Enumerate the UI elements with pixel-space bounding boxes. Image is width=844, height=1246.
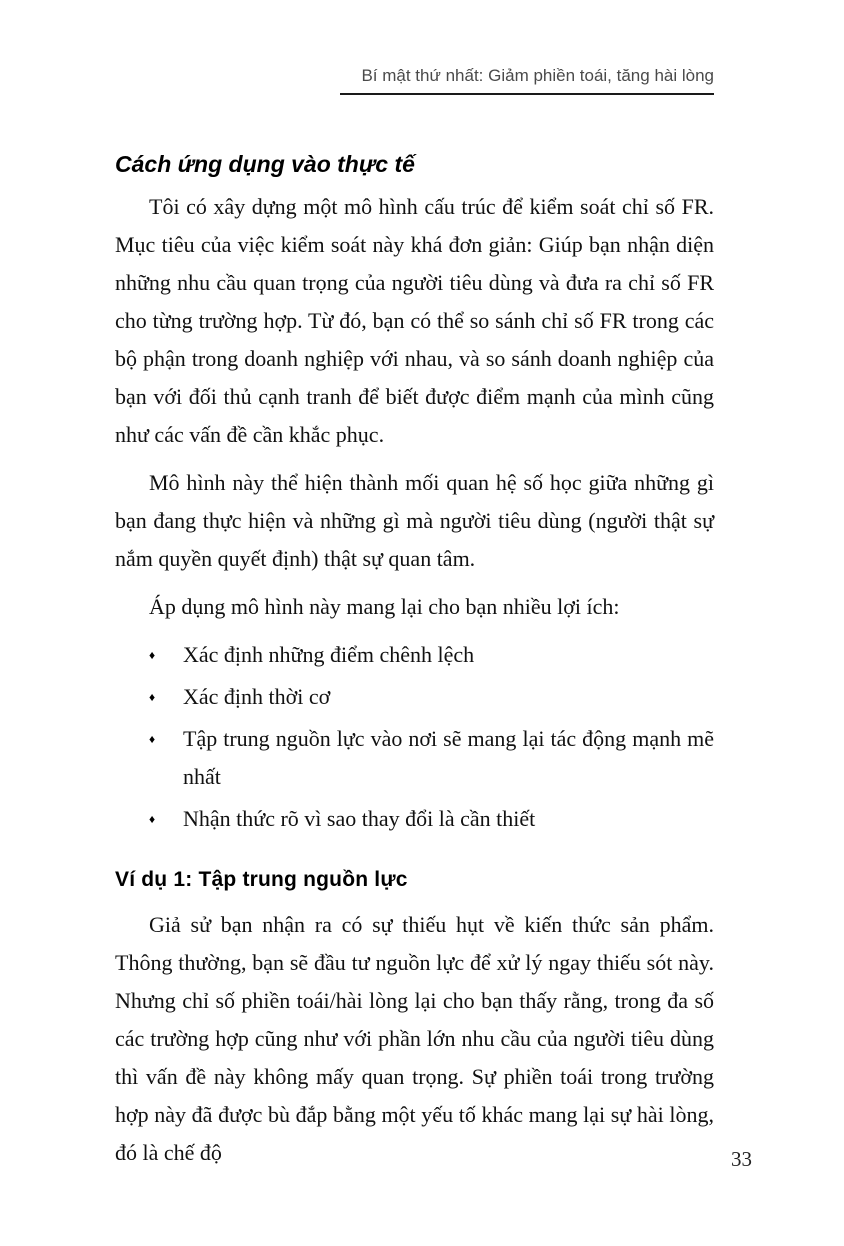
page-number: 33 <box>731 1147 752 1171</box>
list-item-text: Nhận thức rõ vì sao thay đổi là cần thiết <box>183 806 536 831</box>
diamond-bullet-icon: ♦ <box>149 732 156 746</box>
list-item <box>115 720 714 796</box>
running-header <box>115 66 714 95</box>
bullet-list <box>115 636 714 838</box>
paragraph: Tôi có xây dựng một mô hình cấu trúc để kiểm soát chỉ số FR. Mục tiêu của việc kiểm soát này khá đơn giản: Giúp bạn nhận diện những nhu cầu quan trọng của người tiêu dùng và đưa ra chỉ số FR cho từng trường hợp. Từ đó, bạn có thể so sánh chỉ số FR trong các bộ phận trong doanh nghiệp với nhau, và so sánh doanh nghiệp của bạn với đối thủ cạnh tranh để biết được điểm mạnh của mình cũng như các vấn đề cần khắc phục. <box>115 194 714 447</box>
list-item <box>115 800 714 838</box>
list-item <box>115 636 714 674</box>
list-item-text: Xác định những điểm chênh lệch <box>183 642 475 667</box>
diamond-bullet-icon: ♦ <box>149 812 156 826</box>
paragraph: Mô hình này thể hiện thành mối quan hệ số học giữa những gì bạn đang thực hiện và những gì mà người tiêu dùng (người thật sự nắm quyền quyết định) thật sự quan tâm. <box>115 470 714 571</box>
list-item <box>115 678 714 716</box>
diamond-bullet-icon: ♦ <box>149 690 156 704</box>
list-item-text: Tập trung nguồn lực vào nơi sẽ mang lại tác động mạnh mẽ nhất <box>183 726 714 789</box>
example-heading: Ví dụ 1: Tập trung nguồn lực <box>115 868 408 891</box>
list-item-text: Xác định thời cơ <box>183 684 331 709</box>
text-column <box>115 0 714 1182</box>
running-header-text: Bí mật thứ nhất: Giảm phiền toái, tăng hài lòng <box>340 66 714 95</box>
diamond-bullet-icon: ♦ <box>149 648 156 662</box>
paragraph: Giả sử bạn nhận ra có sự thiếu hụt về kiến thức sản phẩm. Thông thường, bạn sẽ đầu tư nguồn lực để xử lý ngay thiếu sót này. Nhưng chỉ số phiền toái/hài lòng lại cho bạn thấy rằng, trong đa số các trường hợp cũng như với phần lớn nhu cầu của người tiêu dùng thì vấn đề này không mấy quan trọng. Sự phiền toái trong trường hợp này đã được bù đắp bằng một yếu tố khác mang lại sự hài lòng, đó là chế độ <box>115 912 714 1165</box>
paragraph: Áp dụng mô hình này mang lại cho bạn nhiều lợi ích: <box>149 594 620 619</box>
section-heading: Cách ứng dụng vào thực tế <box>115 151 415 177</box>
